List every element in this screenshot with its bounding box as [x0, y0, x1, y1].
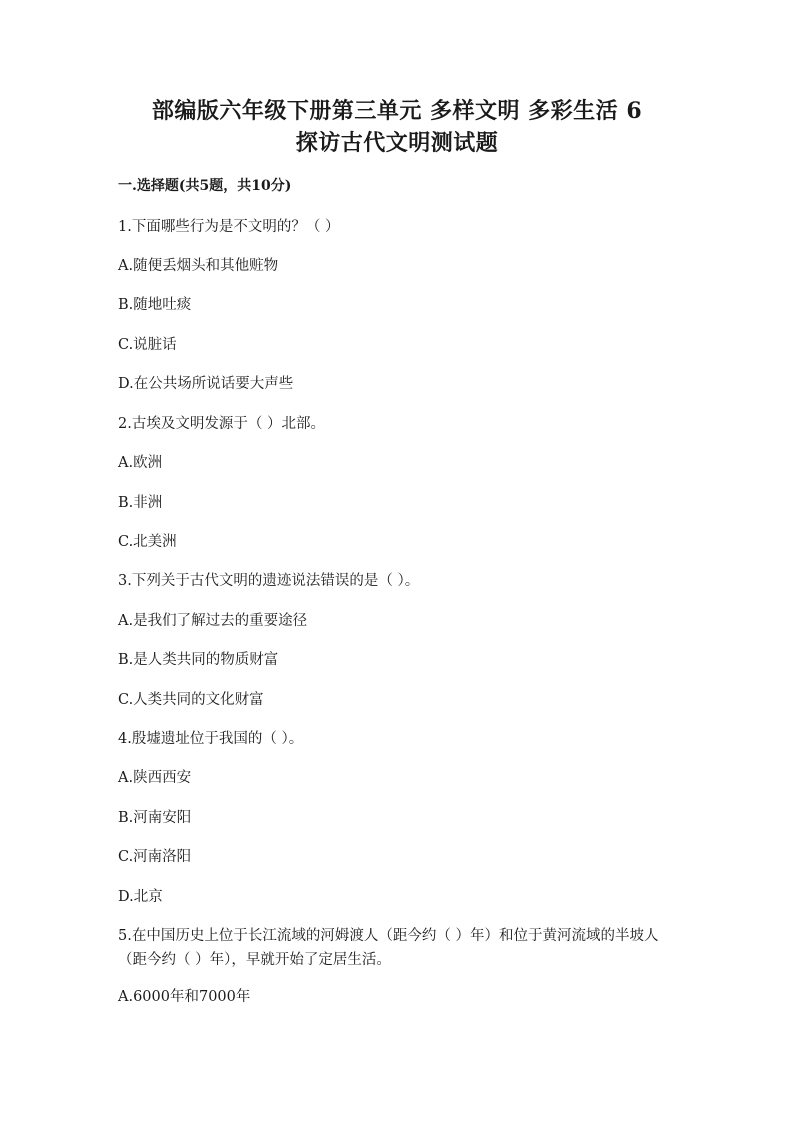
question-5-stem: 5.在中国历史上位于长江流域的河姆渡人（距今约（ ）年）和位于黄河流域的半坡人（距今约（ ）年），早就开始了定居生活。 — [118, 928, 659, 968]
question-4-stem: 4.殷墟遗址位于我国的（ ）。 — [118, 731, 304, 747]
question-1-stem: 1.下面哪些行为是不文明的？（ ） — [118, 219, 340, 235]
question-1-option-c: C.说脏话 — [118, 337, 177, 353]
question-2-option-a: A.欧洲 — [118, 455, 163, 471]
question-1-option-b: B.随地吐痰 — [118, 297, 192, 313]
question-3-option-c: C.人类共同的文化财富 — [118, 692, 264, 708]
page-title-line-2: 探访古代文明测试题 — [295, 130, 499, 156]
page-title-line-1: 部编版六年级下册第三单元 多样文明 多彩生活 6 — [151, 98, 643, 124]
question-4-option-a: A.陕西西安 — [118, 770, 192, 786]
question-5-option-a: A.6000年和7000年 — [118, 989, 251, 1005]
question-3-option-a: A.是我们了解过去的重要途径 — [118, 613, 308, 629]
question-1-option-a: A.随便丢烟头和其他赃物 — [118, 258, 279, 274]
question-1-option-d: D.在公共场所说话要大声些 — [118, 376, 294, 392]
question-2-option-c: C.北美洲 — [118, 534, 177, 550]
question-3-stem: 3.下列关于古代文明的遗迹说法错误的是（ ）。 — [118, 573, 420, 589]
question-2-stem: 2.古埃及文明发源于（ ）北部。 — [118, 416, 325, 432]
question-4-option-d: D.北京 — [118, 889, 163, 905]
question-3-option-b: B.是人类共同的物质财富 — [118, 652, 279, 668]
question-2-option-b: B.非洲 — [118, 495, 163, 511]
question-4-option-c: C.河南洛阳 — [118, 849, 192, 865]
section-heading: 一.选择题(共5题，共10分) — [118, 178, 292, 194]
question-4-option-b: B.河南安阳 — [118, 810, 192, 826]
